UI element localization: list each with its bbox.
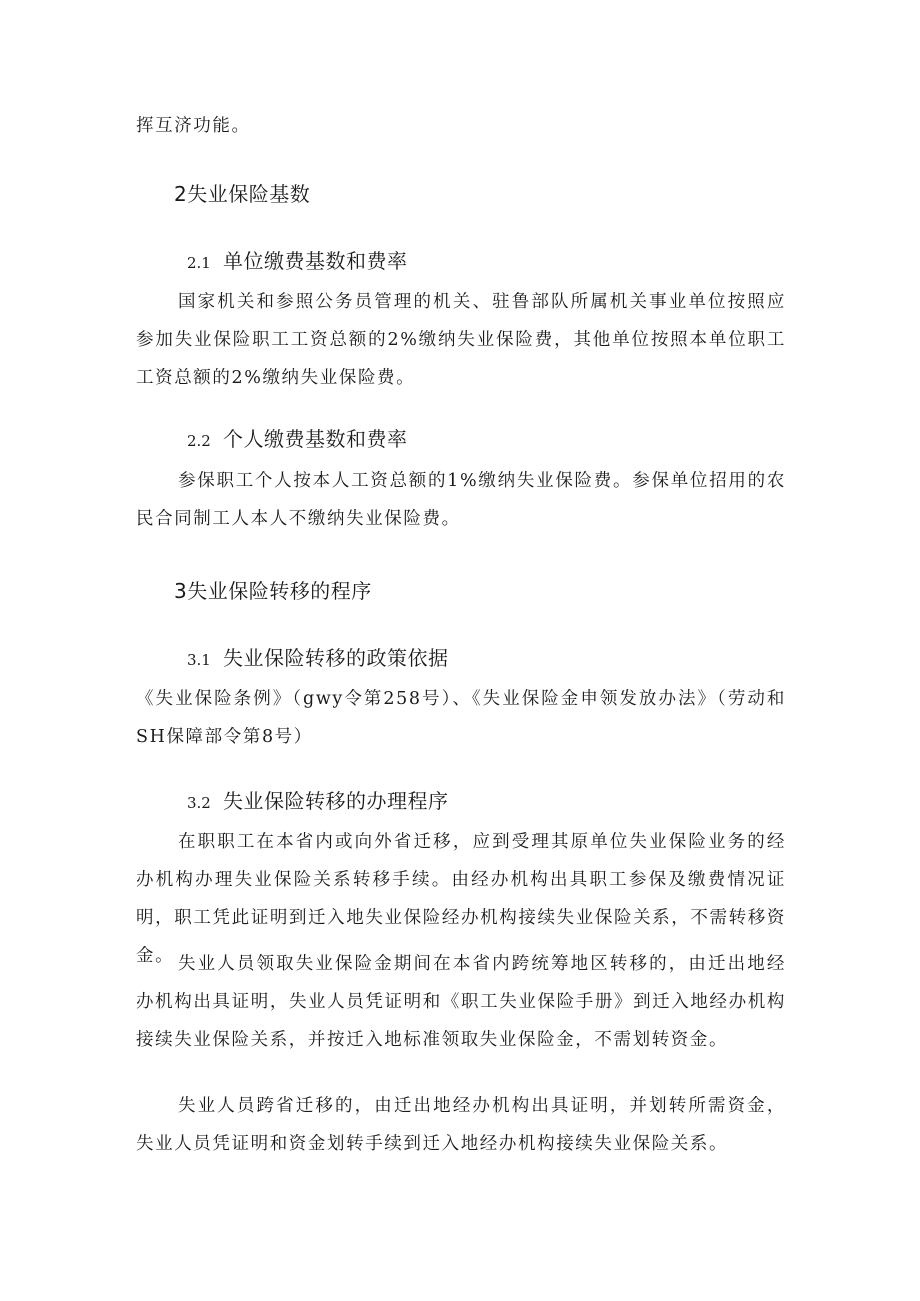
section-3-2-paragraph-3: 失业人员跨省迁移的，由迁出地经办机构出具证明，并划转所需资金，失业人员凭证明和资金划转手续到迁入地经办机构接续失业保险关系。 xyxy=(136,1096,786,1154)
section-2-2-title: 个人缴费基数和费率 xyxy=(223,427,408,451)
section-3-2-paragraph-1: 在职职工在本省内或向外省迁移，应到受理其原单位失业保险业务的经办机构办理失业保险关系转移手续。由经办机构出具职工参保及缴费情况证明，职工凭此证明到迁入地失业保险经办机构接续失业保险关系，不需转移资金。 xyxy=(136,832,786,966)
section-2-2-number: 2.2 xyxy=(187,432,211,450)
section-2-1-heading xyxy=(187,246,408,278)
section-3-2-number: 3.2 xyxy=(187,794,211,812)
section-2-1-title: 单位缴费基数和费率 xyxy=(223,249,408,273)
section-2-1-number: 2.1 xyxy=(187,254,211,272)
section-3-2-title: 失业保险转移的办理程序 xyxy=(223,789,449,813)
section-2-1-body: 国家机关和参照公务员管理的机关、驻鲁部队所属机关事业单位按照应参加失业保险职工工资总额的2%缴纳失业保险费，其他单位按照本单位职工工资总额的2%缴纳失业保险费。 xyxy=(136,292,786,388)
section-2-heading: 2失业保险基数 xyxy=(174,182,311,206)
intro-paragraph: 挥互济功能。 xyxy=(136,116,251,136)
section-3-1-number: 3.1 xyxy=(187,651,211,669)
section-2-2-body: 参保职工个人按本人工资总额的1%缴纳失业保险费。参保单位招用的农民合同制工人本人不缴纳失业保险费。 xyxy=(136,471,786,529)
section-3-1-title: 失业保险转移的政策依据 xyxy=(223,646,449,670)
section-2-2-heading xyxy=(187,424,408,456)
section-3-1-heading xyxy=(187,643,449,675)
section-3-1-body: 《失业保险条例》（gwy令第258号）、《失业保险金申领发放办法》（劳动和SH保障部令第8号） xyxy=(136,689,786,747)
section-3-heading: 3失业保险转移的程序 xyxy=(174,579,372,603)
section-3-2-heading xyxy=(187,786,449,818)
section-3-2-paragraph-2: 失业人员领取失业保险金期间在本省内跨统筹地区转移的，由迁出地经办机构出具证明，失业人员凭证明和《职工失业保险手册》到迁入地经办机构接续失业保险关系，并按迁入地标准领取失业保险金，不需划转资金。 xyxy=(136,954,786,1050)
